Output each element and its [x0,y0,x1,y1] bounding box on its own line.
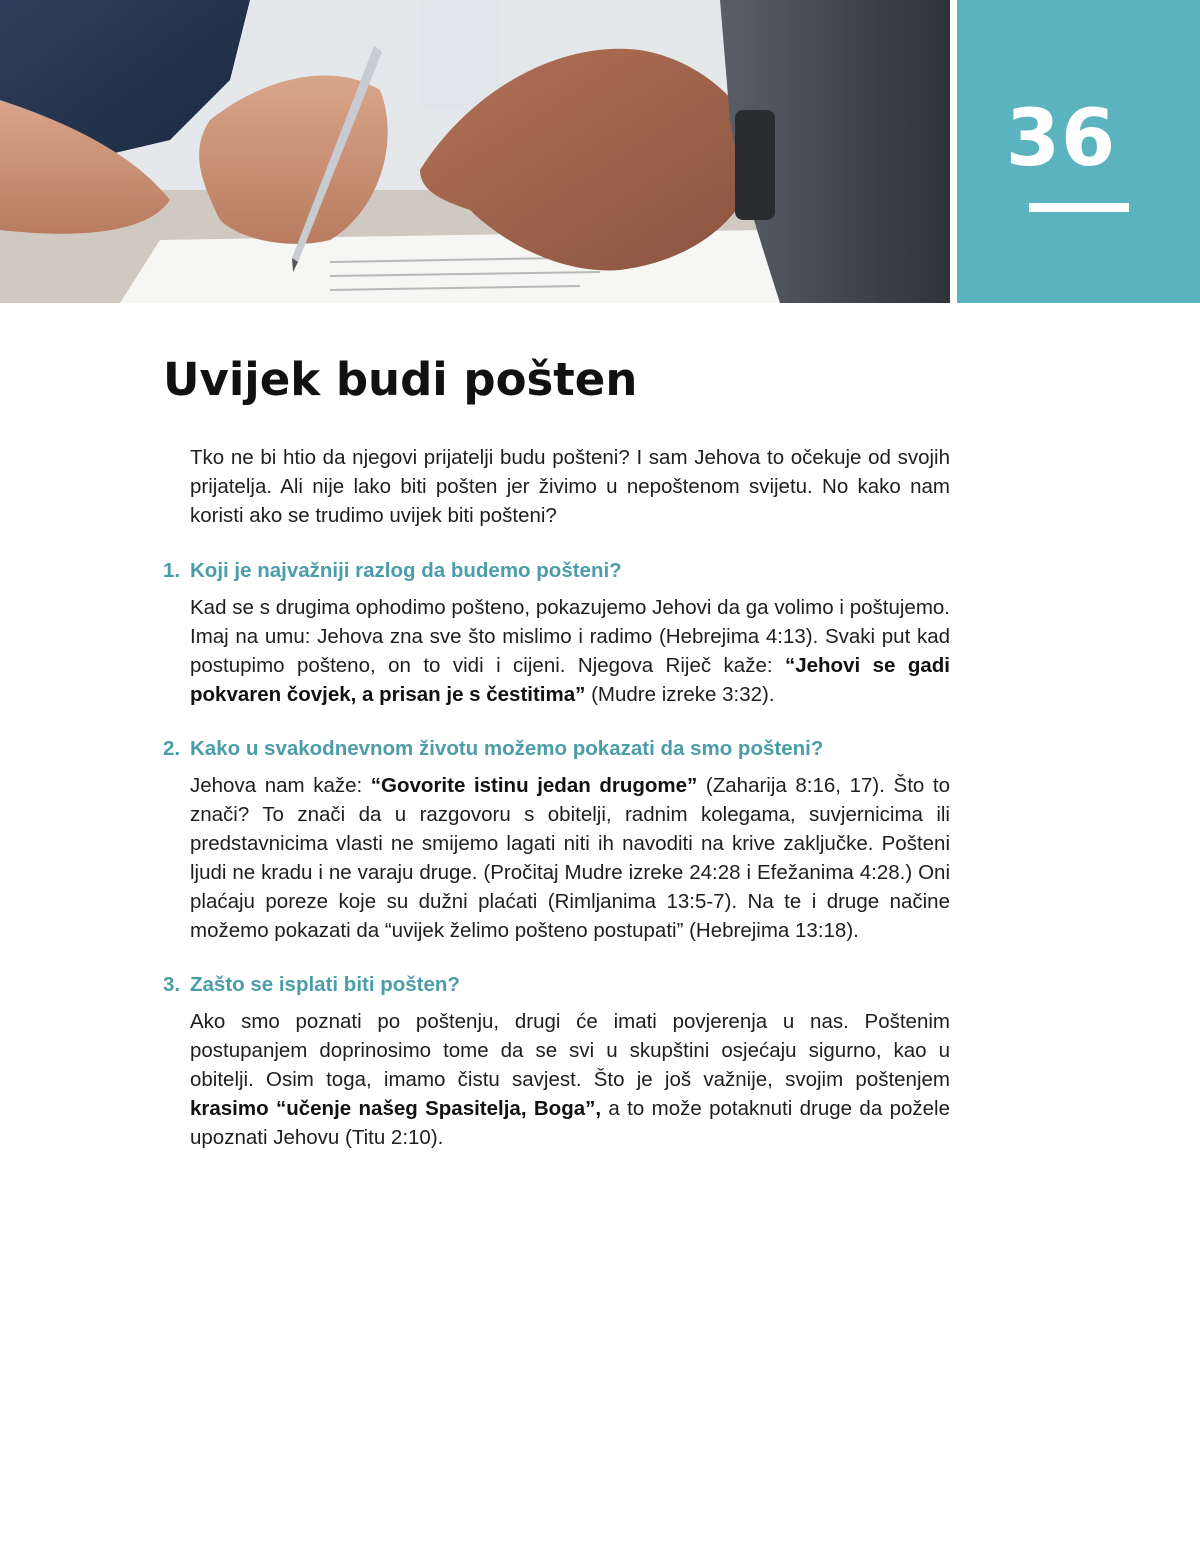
scripture-quote: “Govorite istinu jedan drugome” [370,774,698,797]
scripture-quote: “Jehovi se gadi pokvaren čovjek, a prisan je s čestitima” [190,654,950,706]
section-1 [163,556,950,709]
chapter-number-underline [1029,203,1129,212]
intro-paragraph: Tko ne bi htio da njegovi prijatelji budu pošteni? I sam Jehova to očekuje od svojih prijatelja. Ali nije lako biti pošten jer živimo u nepoštenom svijetu. No kako nam koristi ako se trudimo uvijek biti pošteni? [190,446,950,527]
answer-text: Ako smo poznati po poštenju, drugi će imati povjerenja u nas. Poštenim postupanjem doprinosimo tome da se svi u skupštini osjećaju sigurno, kao u obitelji. Osim toga, imamo čistu savjest. Što je još važnije, svojim poštenjem [190,1010,950,1091]
answer-paragraph [190,593,950,709]
hero-photo-handshake-contract [0,0,950,303]
answer-text: (Mudre izreke 3:32). [585,683,775,706]
question-text: Koji je najvažniji razlog da budemo pošteni? [190,559,622,582]
question-heading [163,734,950,763]
section-3 [163,970,950,1152]
scripture-quote: krasimo “učenje našeg Spasitelja, Boga”, [190,1097,602,1120]
question-text: Kako u svakodnevnom životu možemo pokazati da smo pošteni? [190,737,824,760]
question-number: 3. [163,973,181,996]
chapter-number: 36 [1005,94,1117,184]
question-number: 2. [163,737,181,760]
question-number: 1. [163,559,181,582]
chapter-badge [957,0,1200,303]
page-title: Uvijek budi pošten [163,353,638,406]
question-heading [163,970,950,999]
answer-paragraph [190,1007,950,1152]
question-text: Zašto se isplati biti pošten? [190,973,460,996]
answer-text: (Zaharija 8:16, 17). Što to znači? To znači da u razgovoru s obitelji, radnim kolegama, suvjernicima ili predstavnicima vlasti ne smijemo lagati niti ih navoditi na krive zaključke. Pošteni ljudi ne kradu i ne varaju druge. (Pročitaj Mudre izreke 24:28 i Efežanima 4:28.) Oni plaćaju poreze koje su dužni plaćati (Rimljanima 13:5-7). Na te i druge načine možemo pokazati da “uvijek želimo pošteno postupati” (Hebrejima 13:18). [190,774,951,942]
answer-text: Kad se s drugima ophodimo pošteno, pokazujemo Jehovi da ga volimo i poštujemo. Imaj na umu: Jehova zna sve što mislimo i radimo (Hebrejima 4:13). Svaki put kad postupimo pošteno, on to vidi i cijeni. Njegova Riječ kaže: [190,596,950,677]
question-heading [163,556,950,585]
answer-text: a to može potaknuti druge da požele upoznati Jehovu (Titu 2:10). [190,1097,950,1149]
answer-paragraph [190,771,950,945]
section-2 [163,734,950,945]
answer-text: Jehova nam kaže: [190,774,371,797]
lesson-content [163,443,950,1177]
